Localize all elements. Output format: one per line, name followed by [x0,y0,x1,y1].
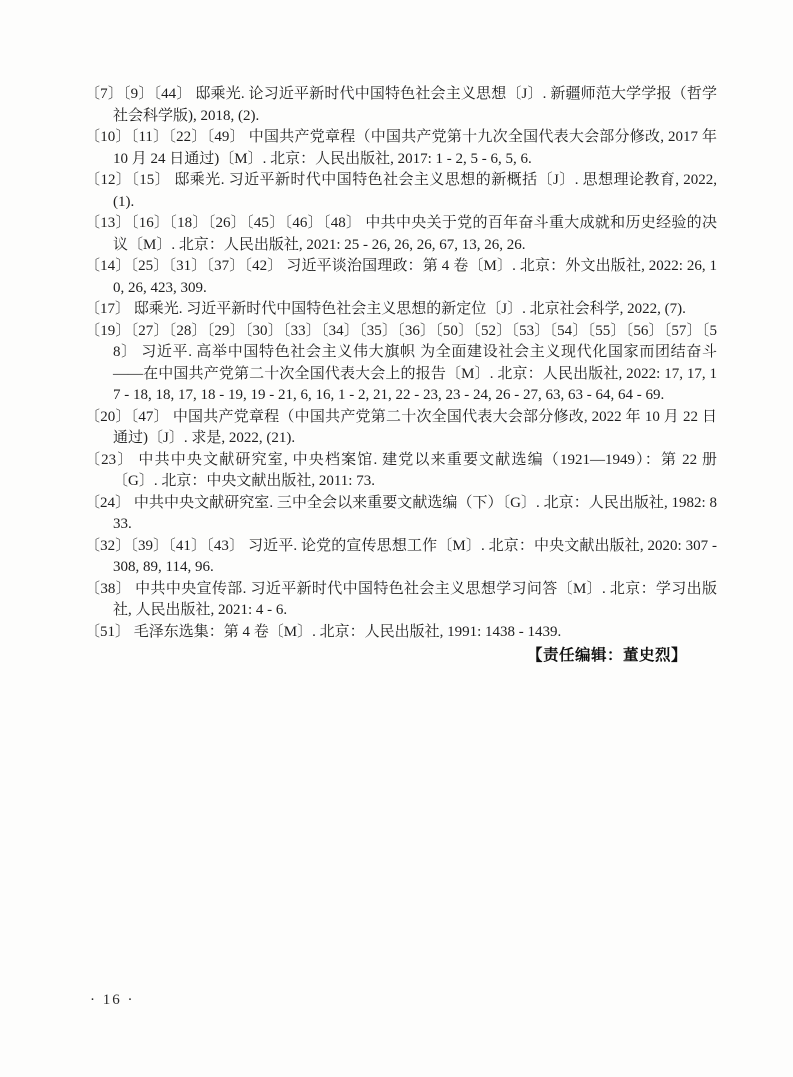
reference-entry: 〔13〕〔16〕〔18〕〔26〕〔45〕〔46〕〔48〕 中共中央关于党的百年奋斗重大成就和历史经验的决议〔M〕. 北京：人民出版社, 2021: 25 - 26, 26, 26, 67, 13, 26, 26. [85,215,717,253]
reference-entry: 〔24〕 中共中央文献研究室. 三中全会以来重要文献选编（下）〔G〕. 北京：人民出版社, 1982: 833. [85,494,717,532]
reference-entry: 〔14〕〔25〕〔31〕〔37〕〔42〕 习近平谈治国理政：第 4 卷〔M〕. 北京：外文出版社, 2022: 26, 10, 26, 423, 309. [85,258,717,296]
reference-entry: 〔32〕〔39〕〔41〕〔43〕 习近平. 论党的宣传思想工作〔M〕. 北京：中央文献出版社, 2020: 307 - 308, 89, 114, 96. [85,537,717,575]
reference-entry: 〔12〕〔15〕 邸乘光. 习近平新时代中国特色社会主义思想的新概括〔J〕. 思想理论教育, 2022, (1). [85,172,717,210]
reference-entry: 〔38〕 中共中央宣传部. 习近平新时代中国特色社会主义思想学习问答〔M〕. 北京：学习出版社, 人民出版社, 2021: 4 - 6. [85,580,717,618]
reference-entry: 〔7〕〔9〕〔44〕 邸乘光. 论习近平新时代中国特色社会主义思想〔J〕. 新疆师范大学学报（哲学社会科学版), 2018, (2). [85,86,717,124]
page-number: · 16 · [90,992,135,1008]
reference-entry: 〔19〕〔27〕〔28〕〔29〕〔30〕〔33〕〔34〕〔35〕〔36〕〔50〕〔52〕〔53〕〔54〕〔55〕〔56〕〔57〕〔58〕 习近平. 高举中国特色社会主义伟大旗帜 为全面建设社会主义现代化国家而团结奋斗——在中国共产党第二十次全国代表大会上的报告〔M〕. 北京：人民出版社, 2022: 17, 17, 17 - 18, 18, 17, 18 - 19, 19 - 21, 6, 16, 1 - 2, 21, 22 - 23, 23 - 24, 26 - 27, 63, 63 - 64, 64 - 69. [85,322,717,403]
reference-entry: 〔51〕 毛泽东选集：第 4 卷〔M〕. 北京：人民出版社, 1991: 1438 - 1439. [85,623,562,640]
reference-entry: 〔10〕〔11〕〔22〕〔49〕 中国共产党章程（中国共产党第十九次全国代表大会部分修改, 2017 年 10 月 24 日通过)〔M〕. 北京：人民出版社, 2017: 1 - 2, 5 - 6, 5, 6. [85,129,717,167]
responsible-editor-note: 【责任编辑：董史烈】 [526,647,687,664]
reference-entry: 〔20〕〔47〕 中国共产党章程（中国共产党第二十次全国代表大会部分修改, 2022 年 10 月 22 日通过)〔J〕. 求是, 2022, (21). [85,408,717,446]
reference-entry: 〔17〕 邸乘光. 习近平新时代中国特色社会主义思想的新定位〔J〕. 北京社会科学, 2022, (7). [85,301,686,317]
reference-list [85,84,717,643]
reference-entry: 〔23〕 中共中央文献研究室, 中央档案馆. 建党以来重要文献选编（1921—1949）：第 22 册〔G〕. 北京：中央文献出版社, 2011: 73. [85,451,717,489]
